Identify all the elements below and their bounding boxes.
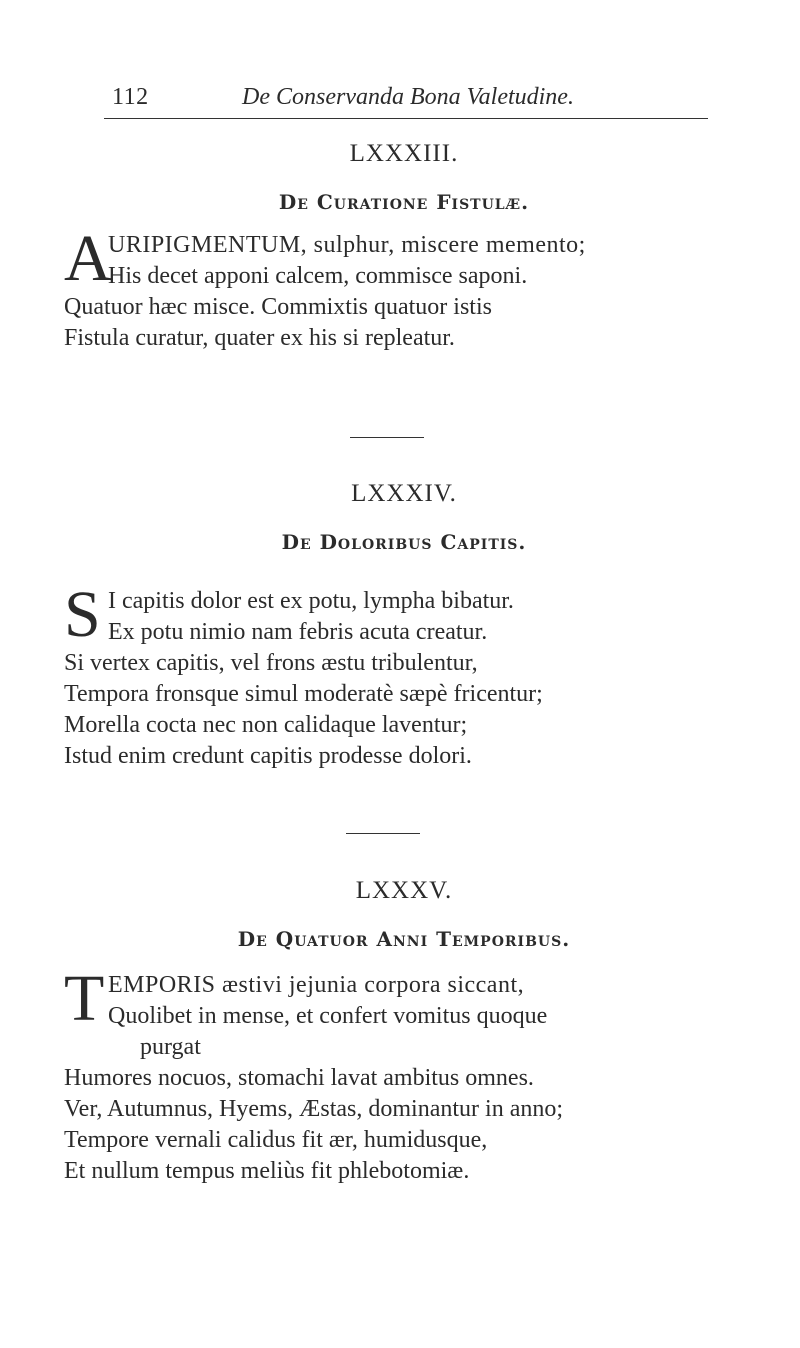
verse-line: Tempora fronsque simul moderatè sæpè fricentur; [64, 681, 543, 707]
verse-line: I capitis dolor est ex potu, lympha bibatur. [108, 588, 514, 614]
section-divider [350, 437, 424, 438]
running-head [112, 84, 704, 114]
chapter-heading: De Curatione Fistulæ. [278, 190, 530, 214]
verse-line: EMPORIS æstivi jejunia corpora siccant, [108, 972, 525, 998]
verse-block [64, 578, 744, 772]
verse-block [64, 962, 744, 1187]
section-divider [346, 833, 420, 834]
chapter-heading: De Doloribus Capitis. [281, 530, 527, 554]
chapter-heading: De Quatuor Anni Temporibus. [237, 927, 571, 951]
verse-line: Humores nocuos, stomachi lavat ambitus omnes. [64, 1065, 534, 1091]
verse-line: Morella cocta nec non calidaque laventur; [64, 712, 468, 738]
chapter-numeral: LXXXIII. [349, 140, 459, 167]
verse-line: Istud enim credunt capitis prodesse dolori. [64, 743, 472, 769]
chapter-numeral: LXXXV. [355, 877, 453, 904]
verse-line: Fistula curatur, quater ex his si repleatur. [64, 325, 455, 351]
page-number: 112 [112, 84, 149, 110]
verse-line: Et nullum tempus meliùs fit phlebotomiæ. [64, 1158, 470, 1184]
chapter-84 [64, 480, 744, 780]
header-rule [104, 118, 708, 119]
running-title: De Conservanda Bona Valetudine. [242, 84, 574, 110]
drop-cap: A [64, 222, 112, 295]
verse-line: Si vertex capitis, vel frons æstu tribulentur, [64, 650, 478, 676]
verse-line: Ver, Autumnus, Hyems, Æstas, dominantur in anno; [64, 1096, 564, 1122]
verse-line: Tempore vernali calidus fit ær, humidusque, [64, 1127, 488, 1153]
chapter-83 [64, 140, 744, 390]
verse-line: Quatuor hæc misce. Commixtis quatuor istis [64, 294, 492, 320]
chapter-85 [64, 877, 744, 1237]
drop-cap: S [64, 578, 101, 651]
verse-line: Quolibet in mense, et confert vomitus quoque [108, 1003, 548, 1029]
chapter-numeral: LXXXIV. [351, 480, 457, 507]
verse-line: His decet apponi calcem, commisce saponi. [108, 263, 528, 289]
verse-line: purgat [140, 1034, 201, 1060]
verse-line: Ex potu nimio nam febris acuta creatur. [108, 619, 488, 645]
drop-cap: T [64, 962, 105, 1035]
verse-line: URIPIGMENTUM, sulphur, miscere memento; [108, 232, 586, 258]
verse-block [64, 222, 744, 354]
